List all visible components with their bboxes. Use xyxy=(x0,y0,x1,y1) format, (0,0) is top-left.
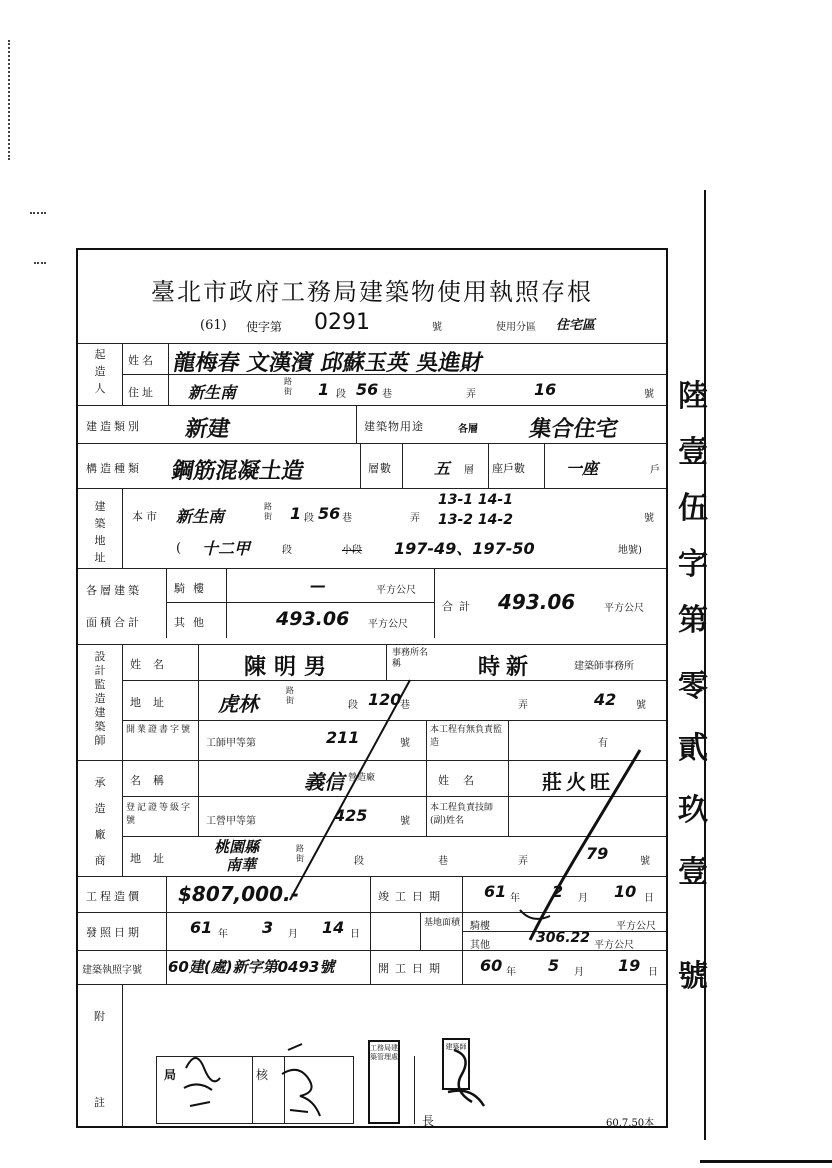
applicant-road-mark: 路街 xyxy=(284,377,292,396)
license-suffix: 號 xyxy=(432,322,442,333)
site-section: 1 xyxy=(290,504,302,523)
signature-label-1: 局 xyxy=(164,1068,177,1082)
structure-value: 鋼筋混凝土造 xyxy=(169,459,306,484)
designer-section-label: 段 xyxy=(348,700,358,711)
applicant-number: 16 xyxy=(534,380,557,399)
site-alley-label: 弄 xyxy=(410,513,420,524)
designer-license-suffix: 號 xyxy=(400,738,410,749)
contractor-lane-label: 巷 xyxy=(438,856,448,867)
completion-day-unit: 日 xyxy=(644,893,654,904)
completion-label: 竣工日期 xyxy=(378,890,446,903)
contractor-number-label: 號 xyxy=(640,856,650,867)
site-numbers-1: 13-1 14-1 xyxy=(438,492,513,508)
issue-year: 61 xyxy=(190,918,213,937)
issue-day: 14 xyxy=(322,918,345,937)
license-type: 使字第 xyxy=(246,320,283,334)
start-day-unit: 日 xyxy=(648,967,658,978)
floors-unit: 層 xyxy=(464,465,474,476)
issue-year-unit: 年 xyxy=(218,929,228,940)
designer-lane-label: 巷 xyxy=(400,700,410,711)
site-lane-label: 巷 xyxy=(342,513,352,524)
use-prefix: 各層 xyxy=(458,424,478,435)
designer-name: 陳明男 xyxy=(244,655,335,680)
arcade-value: — xyxy=(310,576,326,595)
completion-year-unit: 年 xyxy=(510,893,520,904)
registration-suffix: 號 xyxy=(400,816,410,827)
supervise-value: 有 xyxy=(598,738,608,749)
applicant-section-label: 段 xyxy=(336,389,346,400)
margin-char-7: 貳 xyxy=(678,731,708,766)
registration-prefix: 工營甲等第 xyxy=(206,816,256,827)
other-area-value: 493.06 xyxy=(276,608,350,630)
site-group-label: 建築地址 xyxy=(94,500,106,564)
completion-month: 2 xyxy=(552,882,564,901)
supervise-label: 本工程有無負責監造 xyxy=(430,725,503,748)
architect-stamp: 建築師 xyxy=(442,1038,470,1090)
designer-road: 虎林 xyxy=(218,692,258,716)
scan-speck xyxy=(34,262,46,266)
scan-speck xyxy=(30,212,46,216)
base-other-value: 306.22 xyxy=(536,930,591,946)
site-road-mark: 路街 xyxy=(264,502,272,521)
units-label: 座戶數 xyxy=(492,462,525,475)
start-year-unit: 年 xyxy=(506,967,516,978)
issue-month-unit: 月 xyxy=(288,929,298,940)
contractor-road-mark: 路街 xyxy=(296,844,304,863)
start-day: 19 xyxy=(618,956,641,975)
start-month: 5 xyxy=(548,956,560,975)
signature-label-2: 核 xyxy=(256,1068,269,1082)
print-code: 60.7.50本 xyxy=(606,1118,655,1129)
right-edge-line xyxy=(704,190,706,1140)
bureau-stamp: 工務局建築管理處 xyxy=(368,1040,400,1124)
permit-label: 建築執照字號 xyxy=(82,965,142,976)
designer-address-label: 地址 xyxy=(130,696,176,709)
margin-char-6: 零 xyxy=(678,669,708,704)
floors-label: 層數 xyxy=(368,462,392,475)
applicant-address-label: 住址 xyxy=(128,386,156,399)
technician-label: 本工程負責技師(副)姓名 xyxy=(430,803,494,826)
applicant-number-label: 號 xyxy=(644,389,654,400)
applicant-lane-label: 巷 xyxy=(382,389,392,400)
signature-scribbles xyxy=(178,1034,498,1130)
margin-char-8: 玖 xyxy=(678,793,708,828)
office-label: 事務所名稱 xyxy=(392,648,429,669)
contractor-name-suffix: 營造廠 xyxy=(348,773,376,783)
form-title: 臺北市政府工務局建築物使用執照存根 xyxy=(151,278,593,306)
form-frame: 臺北市政府工務局建築物使用執照存根 (61) 使字第 0291 號 使用分區 住宅區 起造人 姓名 龍梅春 文漢濱 邱蘇玉英 吳進財 住址 新生南 路街 1 段 56 巷 弄 16 號 建造類別 新建 建築物用途 各層 集合住宅 構造種類 鋼筋混凝土造 層數 五 層 座戶數 一座 戶 建築地址 本市 新生南 路街 1 段 56 巷 弄 13-1 14-1 13-2 14-2 號 ( 十二甲 段 小段 197-49、197-50 地號) 各層建築 面積合計 騎樓 — 平方公尺 其他 493.06 平方公尺 合計 493.06 平方公尺 設計監造建築師 姓名 陳明男 事務所名稱 時新 建築師事務所 地址 虎林 路街 段 120 巷 弄 42 號 開業證書字號 工師甲等第 211 號 本工程有無負責監造 有 承造廠商 名稱 義信 營造廠 姓名 莊火旺 登記證等級字號 工營甲等第 425 號 本工程負責技師(副)姓名 地址 桃園縣 南華 路街 段 巷 弄 79 號 工程造價 $807,000.- 竣工日期 61 年 2 月 10 日 發照日期 61 年 3 月 14 日 基地面積 騎樓 平方公尺 其他 306.22 平方公尺 建築執照字號 60建(處)新字第0493號 開工日期 60 年 5 月 19 日 附 註 局 核 長 工務局建築管理處 建築師 60.7.50本 xyxy=(76,248,668,1128)
land-section-label: 段 xyxy=(282,545,292,556)
base-arcade-unit: 平方公尺 xyxy=(616,921,656,932)
area-label-2: 面積合計 xyxy=(86,616,142,629)
bottom-edge-line xyxy=(700,1160,832,1163)
total-area-unit: 平方公尺 xyxy=(604,603,644,614)
contractor-group-label: 承造廠商 xyxy=(94,776,106,867)
small-section-label: 小段 xyxy=(342,545,362,556)
designer-road-mark: 路街 xyxy=(286,686,294,705)
arcade-unit: 平方公尺 xyxy=(376,585,416,596)
start-month-unit: 月 xyxy=(574,967,584,978)
applicant-lane: 56 xyxy=(356,380,379,399)
office-name: 時新 xyxy=(478,655,535,680)
issue-month: 3 xyxy=(262,918,274,937)
applicant-names: 龍梅春 文漢濱 邱蘇玉英 吳進財 xyxy=(171,351,485,376)
signature-label-3: 長 xyxy=(422,1114,435,1128)
margin-char-5: 第 xyxy=(678,603,708,638)
start-year: 60 xyxy=(480,956,503,975)
applicant-road: 新生南 xyxy=(188,383,237,402)
remarks-label-2: 註 xyxy=(94,1096,108,1109)
applicant-name-label: 姓名 xyxy=(128,354,156,367)
total-area-value: 493.06 xyxy=(498,590,576,614)
base-arcade-label: 騎樓 xyxy=(470,921,490,932)
remarks-label-1: 附 xyxy=(94,1010,108,1023)
other-area-unit: 平方公尺 xyxy=(368,619,408,630)
issue-day-unit: 日 xyxy=(350,929,360,940)
units-unit: 戶 xyxy=(650,465,660,476)
license-prefix: (61) xyxy=(200,318,227,333)
total-label: 合計 xyxy=(442,600,476,613)
land-number-label: 地號) xyxy=(618,545,642,556)
contractor-person-label: 姓名 xyxy=(438,774,488,787)
office-suffix: 建築師事務所 xyxy=(574,661,634,672)
category-value: 新建 xyxy=(183,417,232,442)
margin-handwriting xyxy=(676,370,716,1030)
contractor-person: 莊火旺 xyxy=(542,770,614,794)
arcade-label: 騎樓 xyxy=(174,582,212,595)
use-label: 建築物用途 xyxy=(364,420,424,433)
margin-char-10: 號 xyxy=(678,959,708,994)
contractor-number: 79 xyxy=(586,844,609,863)
site-section-label: 段 xyxy=(304,513,314,524)
cost-label: 工程造價 xyxy=(86,890,142,903)
units-value: 一座 xyxy=(566,459,599,478)
designer-license-label: 開業證書字號 xyxy=(126,725,193,735)
site-lane: 56 xyxy=(318,504,341,523)
site-road: 新生南 xyxy=(176,507,225,526)
base-other-label: 其他 xyxy=(470,940,490,951)
contractor-name-label: 名稱 xyxy=(130,774,176,787)
cost-value: $807,000.- xyxy=(178,882,299,906)
applicant-alley-label: 弄 xyxy=(466,389,476,400)
margin-char-2: 壹 xyxy=(678,435,708,470)
designer-license-number: 211 xyxy=(326,728,360,747)
diagonal-marks xyxy=(280,640,680,1020)
designer-number: 42 xyxy=(594,690,617,709)
completion-year: 61 xyxy=(484,882,507,901)
other-label: 其他 xyxy=(174,616,212,629)
designer-name-label: 姓名 xyxy=(130,658,176,671)
site-number-label: 號 xyxy=(644,513,654,524)
land-numbers: 197-49、197-50 xyxy=(394,539,535,558)
completion-month-unit: 月 xyxy=(578,893,588,904)
land-section: 十二甲 xyxy=(202,539,251,558)
margin-char-4: 字 xyxy=(678,547,708,582)
structure-label: 構造種類 xyxy=(86,462,142,475)
margin-char-3: 伍 xyxy=(678,491,708,526)
contractor-alley-label: 弄 xyxy=(518,856,528,867)
scan-specks xyxy=(8,40,12,160)
designer-lane: 120 xyxy=(368,690,402,709)
start-label: 開工日期 xyxy=(378,962,446,975)
registration-label: 登記證等級字號 xyxy=(126,803,193,826)
registration-number: 425 xyxy=(334,806,368,825)
use-value: 集合住宅 xyxy=(527,417,620,442)
designer-license-prefix: 工師甲等第 xyxy=(206,738,256,749)
contractor-road: 南華 xyxy=(226,856,257,874)
margin-char-1: 陸 xyxy=(678,379,708,414)
license-number: 0291 xyxy=(314,310,370,335)
contractor-section-label: 段 xyxy=(354,856,364,867)
row-divider xyxy=(78,343,666,344)
area-label-1: 各層建築 xyxy=(86,584,142,597)
designer-number-label: 號 xyxy=(636,700,646,711)
contractor-town: 桃園縣 xyxy=(214,838,260,856)
floors-value: 五 xyxy=(434,459,451,478)
issue-label: 發照日期 xyxy=(86,926,142,939)
permit-value: 60建(處)新字第0493號 xyxy=(168,958,335,976)
base-area-label: 基地面積 xyxy=(424,918,461,928)
designer-group-label: 設計監造建築師 xyxy=(94,650,106,747)
designer-alley-label: 弄 xyxy=(518,700,528,711)
applicant-section: 1 xyxy=(318,380,330,399)
site-city: 本市 xyxy=(132,510,160,523)
applicant-group-label: 起造人 xyxy=(94,348,106,395)
category-label: 建造類別 xyxy=(86,420,142,433)
site-numbers-2: 13-2 14-2 xyxy=(438,512,513,528)
contractor-name: 義信 xyxy=(304,770,344,794)
completion-day: 10 xyxy=(614,882,637,901)
zone-label: 使用分區 xyxy=(496,322,536,333)
base-other-unit: 平方公尺 xyxy=(594,940,634,951)
contractor-address-label: 地址 xyxy=(130,852,176,865)
margin-char-9: 壹 xyxy=(678,855,708,890)
zone-value: 住宅區 xyxy=(556,318,596,333)
